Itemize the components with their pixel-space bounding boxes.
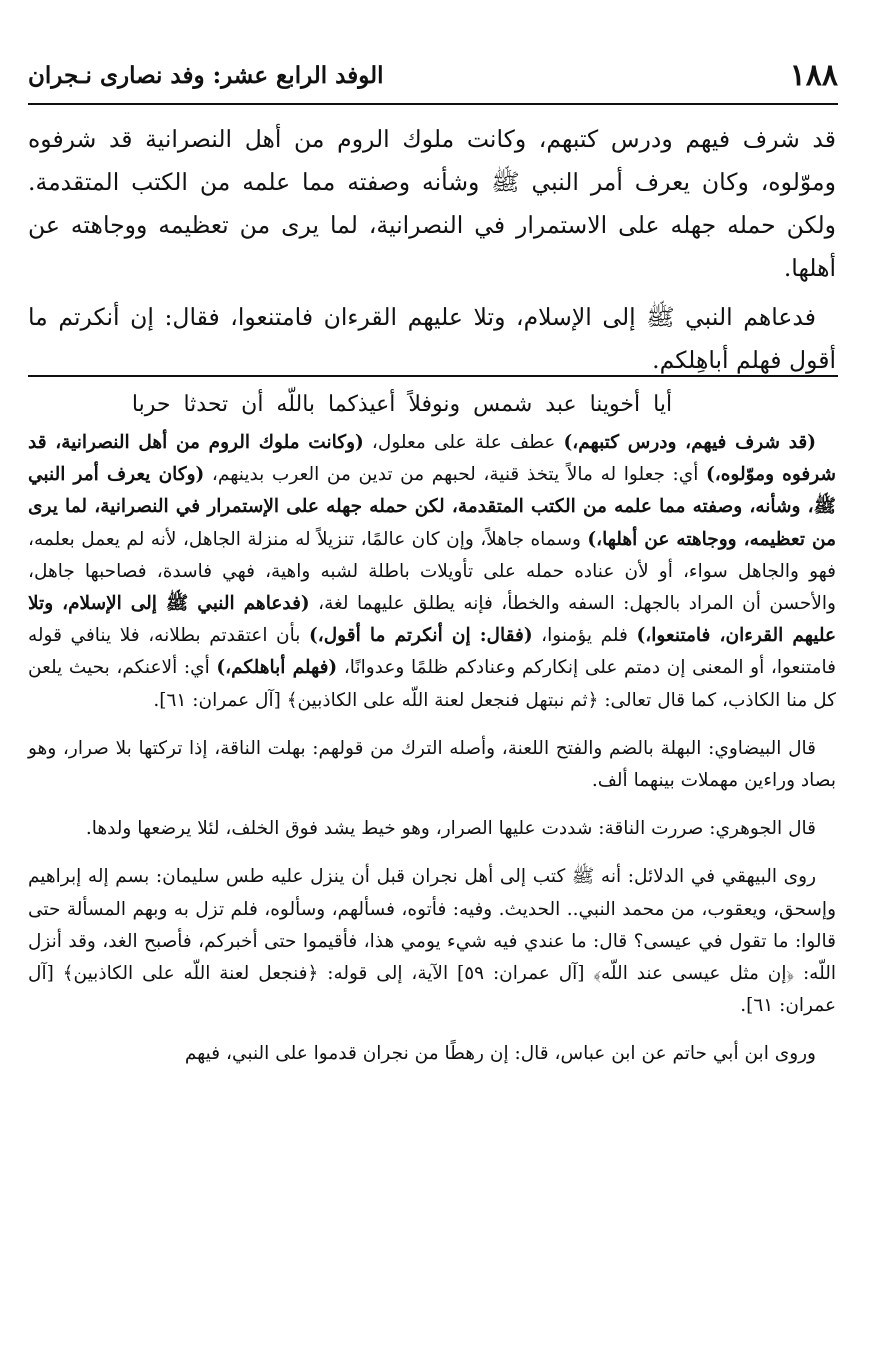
commentary-paragraph: [28, 427, 836, 717]
explanation-text: أي: جعلوا له مالاً يتخذ قنية، لحبهم من تدين من العرب بدينهم،: [204, 464, 706, 486]
main-text: [28, 118, 836, 388]
running-title: الوفد الرابع عشر: وفد نصارى نـجران: [28, 61, 384, 89]
quoted-text: (وكانت ملوك الروم من أهل النصرانية، قد شرفوه وموّلوه،): [28, 432, 836, 486]
page-number: ١٨٨: [789, 57, 838, 93]
explanation-text: وسماه جاهلاً، وإن كان عالمًا، تنزيلاً له منزلة الجاهل، لأنه لم يعمل بعلمه، فهو والجاهل سواء، أو لأن عناده حمله على تأويلات باطلة لشبه واهية، فهي فاسدة، فصاحبها جاهل، والأحسن أن المراد بالجهل: السفه والخطأ، فإنه يطلق عليهما لغة،: [28, 528, 836, 615]
jawhari-note: قال الجوهري: صررت الناقة: شددت عليها الصرار، وهو خيط يشد فوق الخلف، لئلا يرضعها ولدها.: [85, 818, 816, 840]
section-divider: [28, 375, 838, 377]
bayhaqi-note: روى البيهقي في الدلائل: أنه ﷺ كتب إلى أهل نجران قبل أن ينزل عليه طس سليمان: بسم إله إبراهيم وإسحق، ويعقوب، من محمد النبي.. الحديث. وفيه: فأتوه، فسألهم، وسألوه، فلم تزل به وبهم المسألة حتى قالوا: ما تقول في عيسى؟ قال: ما عندي فيه شيء يومي هذا، فأقيموا حتى أخبركم، فأصبح الغد، وقد أنزل اللّه: ﴿إن مثل عيسى عند اللّه﴾ [آل عمران: ٥٩] الآية، إلى قوله: ﴿فنجعل لعنة اللّه على الكاذبين﴾ [آل عمران: ٦١].: [28, 866, 836, 1017]
quoted-text: (فدعاهم النبي ﷺ إلى الإسلام، وتلا عليهم القرءان، فامتنعوا،): [28, 593, 836, 647]
commentary: [28, 383, 836, 1071]
quoted-text: (وكان يعرف أمر النبي ﷺ، وشأنه، وصفته مما علمه من الكتب المتقدمة، لكن حمله جهله على الإستمرار في النصرانية، لما يرى من تعظيمه، ووجاهته عن أهلها،): [28, 464, 836, 550]
explanation-text: أي: ألاعنكم، بحيث يلعن كل منا الكاذب، كما قال تعالى: ﴿ثم نبتهل فنجعل لعنة اللّه على الكاذبين﴾ [آل عمران: ٦١].: [28, 657, 836, 711]
header-divider: [28, 103, 838, 105]
main-paragraph: فدعاهم النبي ﷺ إلى الإسلام، وتلا عليهم القرءان فامتنعوا، فقال: إن أنكرتم ما أقول فهلم أباهِلكم.: [28, 303, 836, 374]
page-header: [28, 52, 838, 98]
quoted-text: (قد شرف فيهم، ودرس كتبهم،): [563, 432, 817, 453]
ibn-abi-hatim-note: وروى ابن أبي حاتم عن ابن عباس، قال: إن رهطًا من نجران قدموا على النبي، فيهم: [184, 1043, 816, 1065]
main-paragraph: قد شرف فيهم ودرس كتبهم، وكانت ملوك الروم من أهل النصرانية قد شرفوه وموّلوه، وكان يعرف أمر النبي ﷺ وشأنه وصفته مما علمه من الكتب المتقدمة. ولكن حمله جهله على الاستمرار في النصرانية، لما يرى من تعظيمه ووجاهته عن أهلها.: [28, 125, 836, 282]
quoted-text: (فهلم أباهلكم،): [216, 657, 338, 679]
quoted-text: (فقال: إن أنكرتم ما أقول،): [309, 625, 533, 647]
explanation-text: فلم يؤمنوا،: [532, 625, 637, 647]
explanation-text: بأن اعتقدتم بطلانه، فلا ينافي قوله فامتنعوا، أو المعنى إن دمتم على إنكاركم وعنادكم ظلمًا وعدوانًا،: [28, 625, 837, 679]
poetry-verse: أيا أخوينا عبد شمس ونوفلاً أعيذكما باللّه أن تحدثا حربا: [131, 392, 673, 417]
explanation-text: عطف علة على معلول،: [363, 432, 564, 453]
baydawi-note: قال البيضاوي: البهلة بالضم والفتح اللعنة، وأصله الترك من قولهم: بهلت الناقة، إذا تركتها بلا صرار، وهو بصاد وراءين مهملات بينهما ألف.: [28, 737, 836, 792]
